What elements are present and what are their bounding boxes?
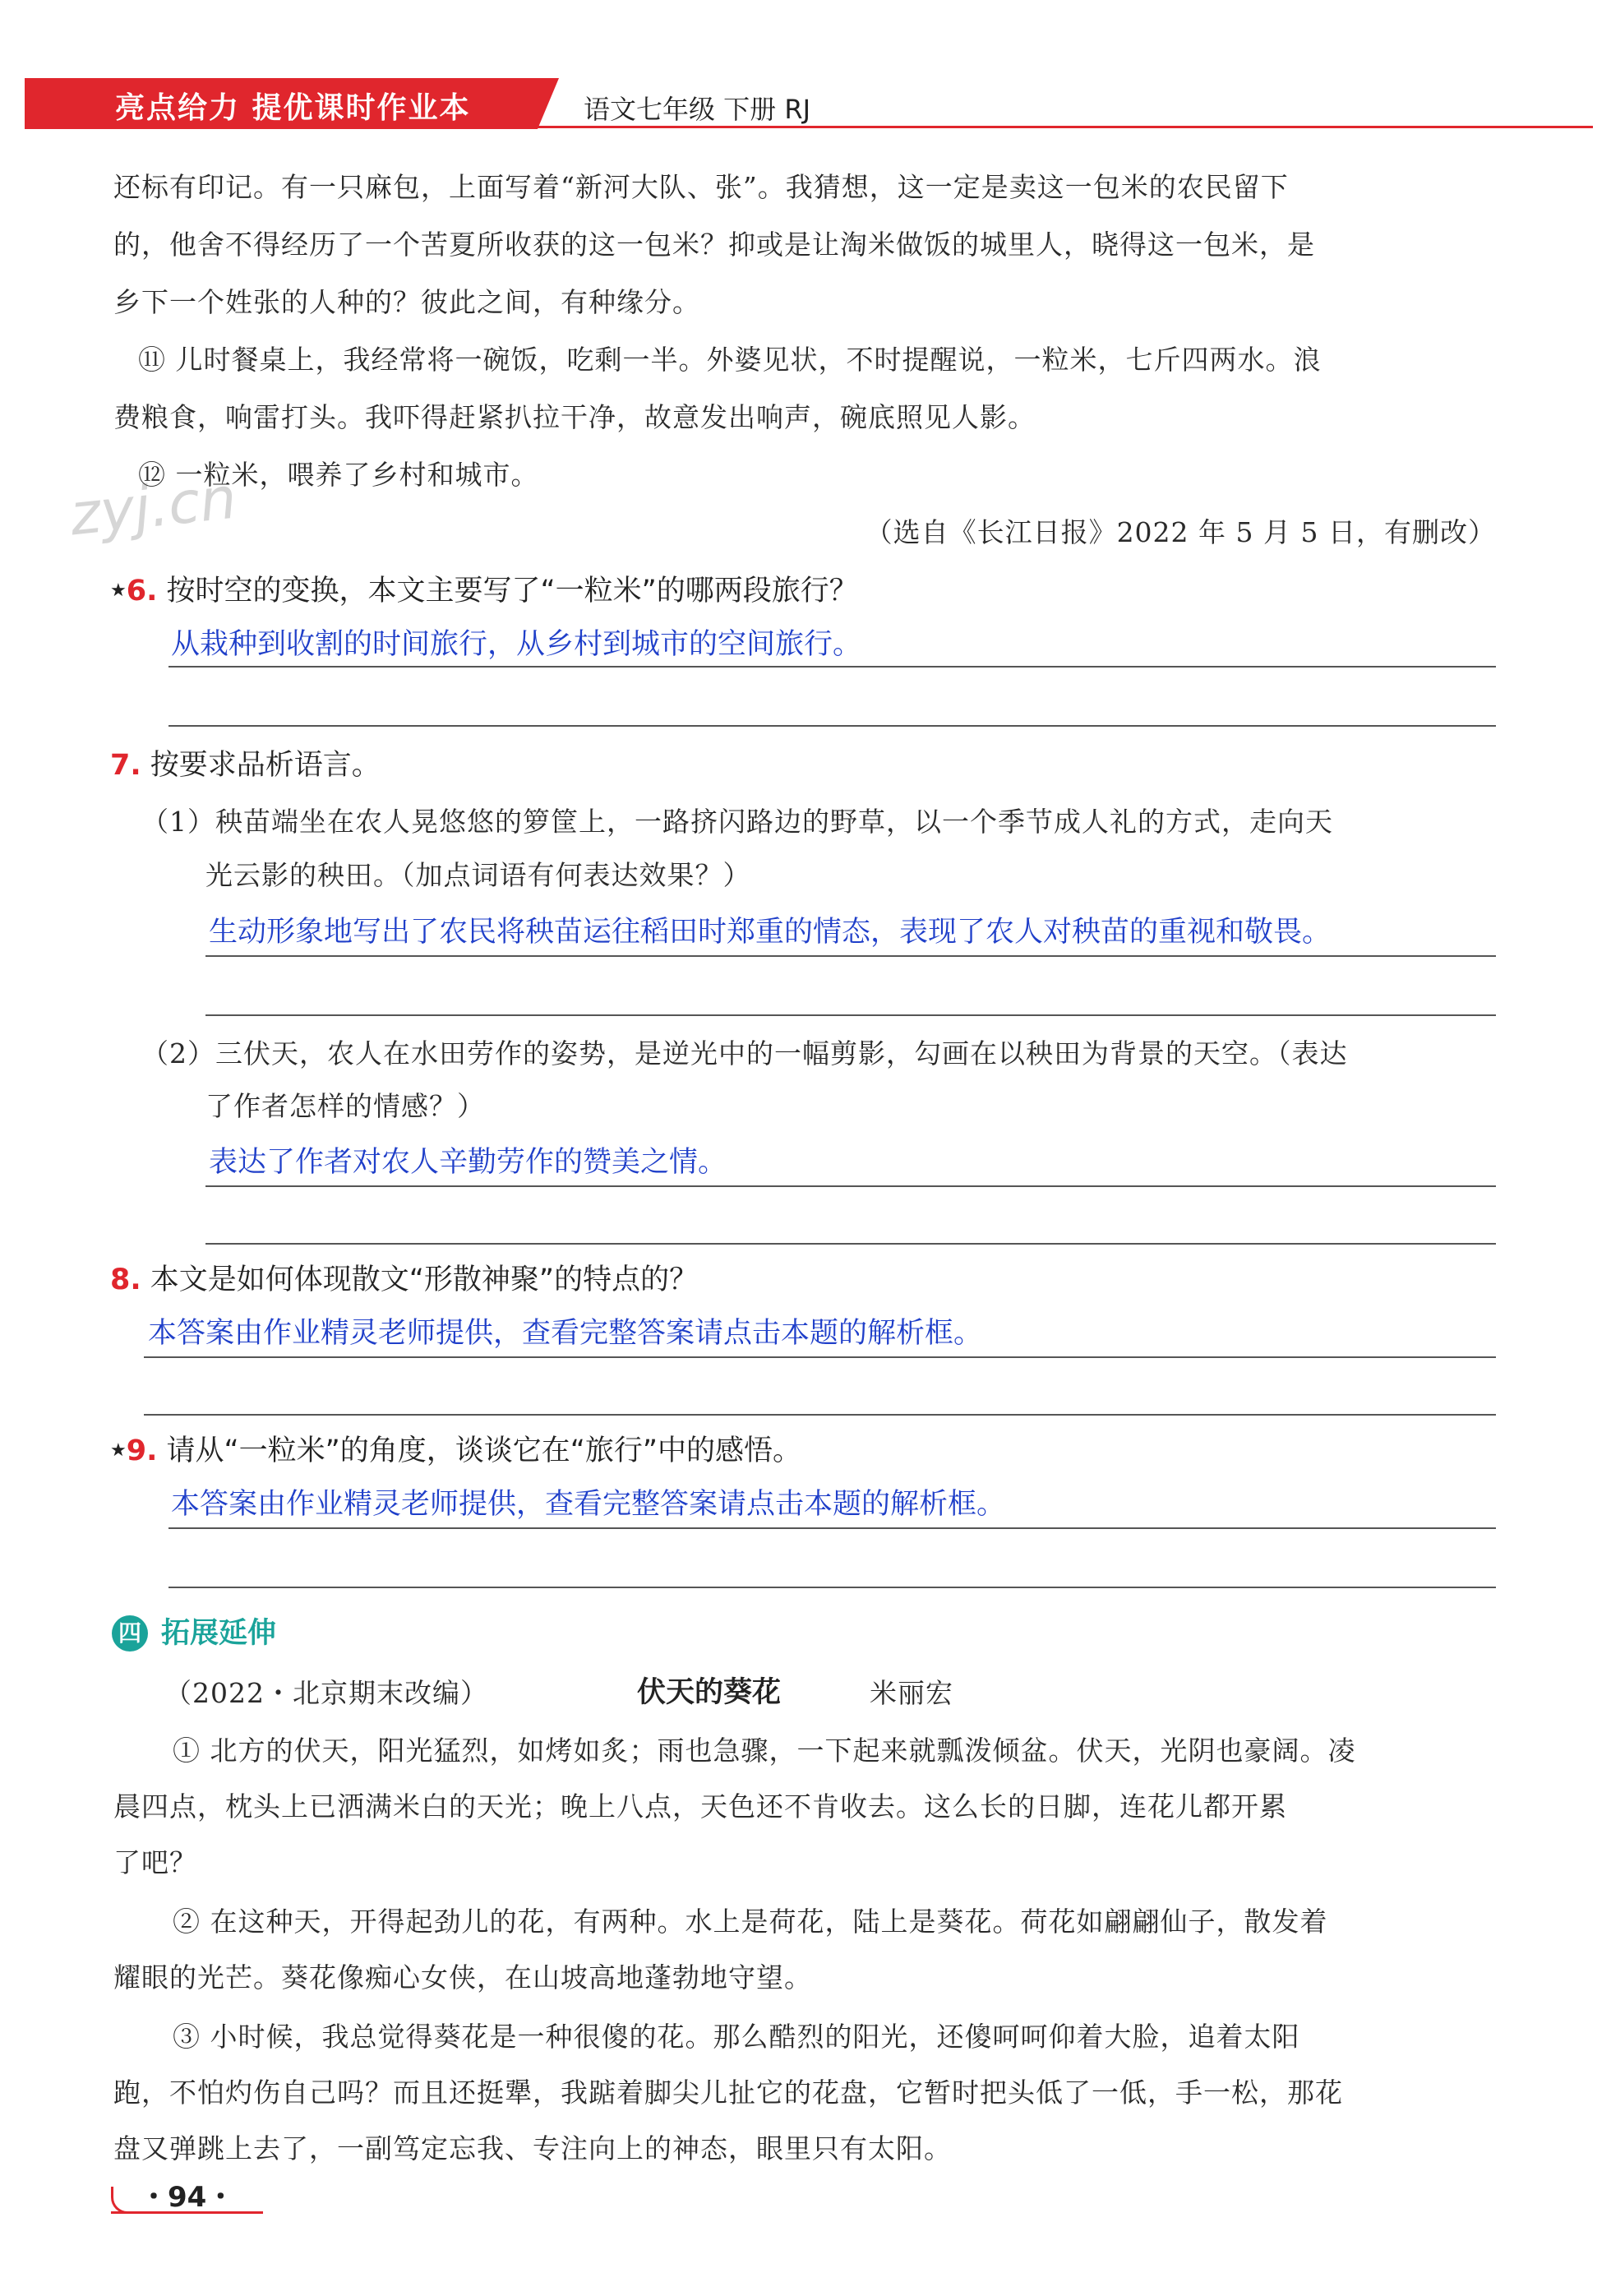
- answer-line: [144, 1414, 1496, 1416]
- answer-7-2: 表达了作者对农人辛勤劳作的赞美之情。: [209, 1146, 727, 1179]
- answer-line: [168, 725, 1496, 727]
- watermark: zyj.cn: [67, 464, 240, 549]
- article-author: 米丽宏: [870, 1677, 953, 1709]
- answer-6: 从栽种到收割的时间旅行，从乡村到城市的空间旅行。: [171, 628, 862, 661]
- passage-line: 乡下一个姓张的人种的？彼此之间，有种缘分。: [113, 286, 700, 318]
- article-title: 伏天的葵花: [637, 1676, 782, 1709]
- question-8: [110, 1263, 698, 1297]
- article-source-tag: （2022・北京期末改编）: [164, 1677, 488, 1709]
- question-number: 8.: [110, 1263, 141, 1296]
- question-7: [110, 748, 381, 783]
- answer-line: [144, 1356, 1496, 1358]
- question-7-sub1: 光云影的秧田。（加点词语有何表达效果？）: [205, 859, 751, 891]
- article-line: 晨四点，枕头上已洒满米白的天光；晚上八点，天色还不肯收去。这么长的日脚，连花儿都开累: [113, 1790, 1287, 1822]
- answer-line: [205, 955, 1496, 957]
- passage-source: （选自《长江日报》2022 年 5 月 5 日，有删改）: [865, 516, 1496, 548]
- header-subject: 语文七年级 下册 RJ: [584, 94, 811, 125]
- question-text: 请从“一粒米”的角度，谈谈它在“旅行”中的感悟。: [166, 1434, 802, 1467]
- passage-line: 费粮食，响雷打头。我吓得赶紧扒拉干净，故意发出响声，碗底照见人影。: [113, 401, 1036, 433]
- article-line: 了吧？: [113, 1846, 197, 1878]
- article-line: ② 在这种天，开得起劲儿的花，有两种。水上是荷花，陆上是葵花。荷花如翩翩仙子，散发着: [173, 1906, 1328, 1938]
- article-line: 跑，不怕灼伤自己吗？而且还挺犟，我踮着脚尖儿扯它的花盘，它暂时把头低了一低，手一松，那花: [113, 2077, 1343, 2109]
- passage-line: ⑪ 儿时餐桌上，我经常将一碗饭，吃剩一半。外婆见状，不时提醒说，一粒米，七斤四两水。浪: [138, 344, 1322, 376]
- question-7-sub2: 了作者怎样的情感？）: [205, 1090, 485, 1122]
- answer-7-1: 生动形象地写出了农民将秧苗运往稻田时郑重的情态，表现了农人对秧苗的重视和敬畏。: [209, 916, 1332, 949]
- article-line: ③ 小时候，我总觉得葵花是一种很傻的花。那么酷烈的阳光，还傻呵呵仰着大脸，追着太阳: [173, 2021, 1300, 2053]
- answer-8[interactable]: 本答案由作业精灵老师提供，查看完整答案请点击本题的解析框。: [148, 1317, 983, 1350]
- passage-line: ⑫ 一粒米，喂养了乡村和城市。: [138, 459, 539, 491]
- question-text: 按时空的变换，本文主要写了“一粒米”的哪两段旅行？: [166, 575, 858, 607]
- article-line: 盘又弹跳上去了，一副笃定忘我、专注向上的神态，眼里只有太阳。: [113, 2132, 952, 2164]
- question-7-sub1: （1）秧苗端坐在农人晃悠悠的箩筐上，一路挤闪路边的野草，以一个季节成人礼的方式，走向天: [141, 806, 1333, 838]
- answer-line: [168, 666, 1496, 668]
- article-line: 耀眼的光芒。葵花像痴心女侠，在山坡高地蓬勃地守望。: [113, 1961, 812, 1993]
- section-badge: 四: [112, 1615, 148, 1652]
- question-number: 7.: [110, 749, 141, 782]
- question-number: 6.: [126, 575, 158, 607]
- answer-line: [205, 1243, 1496, 1245]
- question-number: 9.: [126, 1434, 158, 1467]
- question-6: [110, 574, 858, 608]
- question-text: 本文是如何体现散文“形散神聚”的特点的？: [150, 1263, 699, 1296]
- answer-line: [205, 1185, 1496, 1187]
- answer-9[interactable]: 本答案由作业精灵老师提供，查看完整答案请点击本题的解析框。: [171, 1488, 1006, 1521]
- header-brand: 亮点给力 提优课时作业本: [115, 91, 471, 125]
- star-icon: ★: [110, 580, 127, 601]
- answer-line: [168, 1527, 1496, 1529]
- passage-line: 的，他舍不得经历了一个苦夏所收获的这一包米？抑或是让淘米做饭的城里人，晓得这一包米，是: [113, 229, 1315, 261]
- question-text: 按要求品析语言。: [150, 749, 381, 782]
- question-9: [110, 1434, 801, 1468]
- answer-line: [205, 1014, 1496, 1016]
- answer-line: [168, 1587, 1496, 1588]
- article-line: ① 北方的伏天，阳光猛烈，如烤如炙；雨也急骤，一下起来就瓢泼倾盆。伏天，光阴也豪阔。凌: [173, 1735, 1356, 1767]
- page-number-decoration: [111, 2187, 138, 2214]
- passage-line: 还标有印记。有一只麻包，上面写着“新河大队、张”。我猜想，这一定是卖这一包米的农民留下: [113, 171, 1289, 203]
- star-icon: ★: [110, 1440, 127, 1461]
- question-7-sub2: （2）三伏天，农人在水田劳作的姿势，是逆光中的一幅剪影，勾画在以秧田为背景的天空。（表达: [141, 1037, 1348, 1069]
- section-title: 拓展延伸: [161, 1617, 277, 1650]
- page-number: ・94・: [140, 2181, 235, 2214]
